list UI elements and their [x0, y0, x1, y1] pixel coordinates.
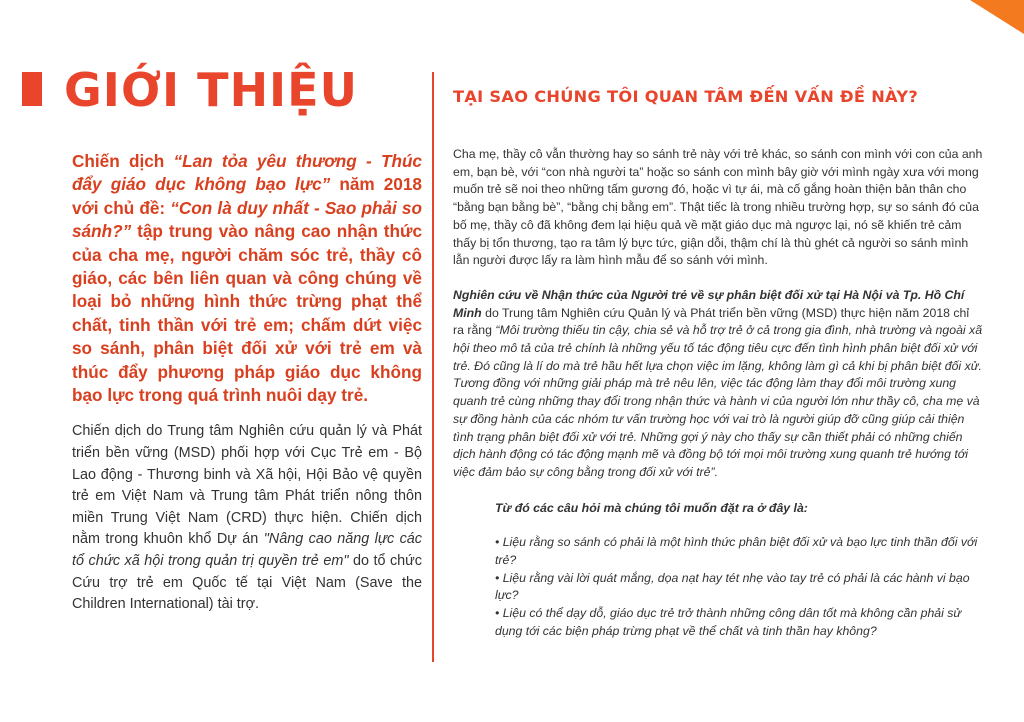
lead-paragraph	[72, 150, 422, 407]
research-title: Nghiên cứu về Nhận thức của Người trẻ về sự phân biệt đối xử tại Hà Nội và Tp. Hồ Chí Minh	[453, 287, 965, 320]
lead-segment: năm 2018 với chủ đề:	[72, 174, 422, 218]
lead-segment: Chiến dịch	[72, 151, 174, 171]
research-segment: do Trung tâm Nghiên cứu Quản lý và Phát triển bền vững (MSD) thực hiện năm 2018 chỉ ra rằng	[453, 305, 970, 338]
research-quote: “Môi trường thiếu tin cậy, chia sẻ và hỗ trợ trẻ ở cả trong gia đình, nhà trường và ngoài xã hội theo mô tả của trẻ chính là những yếu tố tác động tiêu cực đến tình hình phân biệt đối xử với trẻ. Đó cũng là lí do mà trẻ hầu hết lựa chọn việc im lặng, không làm gì cả khi bị phân biệt đối xử. Tương đồng với những giải pháp mà trẻ nêu lên, việc tác động làm thay đổi môi trường xung quanh trẻ cùng những thay đổi trong nhận thức và hành vi của người lớn như thầy cô, cha mẹ và sự đồng hành của các nhóm tư vấn trường học với vai trò là người giúp đỡ cũng giúp cải thiện tình trạng phân biệt đối xử với trẻ. Những gợi ý này cho thấy sự cần thiết phải có những chiến dịch hành động có tác động mạnh mẽ và đồng bộ tới mọi môi trường xung quanh trẻ hướng tới việc đảm bảo sự công bằng trong đối xử với trẻ”.	[453, 323, 983, 479]
questions-heading: Từ đó các câu hỏi mà chúng tôi muốn đặt ra ở đây là:	[495, 500, 808, 515]
right-column	[453, 86, 983, 641]
question-item: • Liệu rằng so sánh có phải là một hình thức phân biệt đối xử và bạo lực tinh thần đối với trẻ?	[495, 535, 978, 568]
questions-block	[495, 500, 983, 641]
question-item: • Liệu rằng vài lời quát mắng, dọa nạt hay tét nhẹ vào tay trẻ có phải là các hành vi bạo lực?	[495, 570, 970, 603]
campaign-description	[72, 421, 422, 615]
page-title: GIỚI THIỆU	[64, 63, 358, 117]
title-accent-bar	[22, 72, 42, 106]
question-item: • Liệu có thể dạy dỗ, giáo dục trẻ trở thành những công dân tốt mà không cần phải sử dụng tới các biện pháp trừng phạt về thể chất và tinh thần hay không?	[495, 606, 962, 638]
lead-segment: “Lan tỏa yêu thương - Thúc đẩy giáo dục không bạo lực”	[72, 151, 422, 195]
lead-segment: tập trung vào nâng cao nhận thức của cha mẹ, người chăm sóc trẻ, thầy cô giáo, các bên liên quan và công chúng về loại bỏ những hình thức trừng phạt thể chất, tinh thần với trẻ em; chấm dứt việc so sánh, phân biệt đối xử với trẻ em và thúc đẩy phương pháp giáo dục không bạo lực trong quá trình nuôi dạy trẻ.	[72, 221, 422, 406]
column-divider	[432, 72, 434, 662]
corner-decoration	[970, 0, 1024, 34]
research-paragraph	[453, 287, 983, 482]
lead-segment: “Con là duy nhất - Sao phải so sánh?”	[72, 197, 422, 242]
body-segment: do tổ chức Cứu trợ trẻ em Quốc tế tại Việt Nam (Save the Children International) tài trợ.	[72, 553, 423, 613]
comparison-paragraph: Cha mẹ, thầy cô vẫn thường hay so sánh trẻ này với trẻ khác, so sánh con mình với con của anh em, bạn bè, với “con nhà người ta” hoặc so sánh con mình bây giờ với mình ngày xưa với mong muốn trẻ sẽ noi theo những tấm gương đó, hoặc vì tự ái, mà cố gắng hoàn thiện bản thân cho “bằng bạn bằng bè”, “bằng chị bằng em”. Thật tiếc là trong nhiều trường hợp, sự so sánh đó của bố mẹ, thầy cô đã không đem lại hiệu quả về mặt giáo dục mà ngược lại, nó sẽ khiến trẻ cảm thấy bị tổn thương, tạo ra tâm lý bực tức, giận dỗi, thậm chí là thù ghét cả người so sánh mình lẫn người được lấy ra làm hình mẫu để so sánh với mình.	[453, 147, 983, 268]
body-segment: "Nâng cao năng lực các tổ chức xã hội trong quản trị quyền trẻ em"	[72, 531, 422, 570]
section-subtitle: TẠI SAO CHÚNG TÔI QUAN TÂM ĐẾN VẤN ĐỀ NÀY?	[453, 87, 919, 106]
questions-list	[495, 534, 983, 640]
left-column	[72, 150, 422, 616]
body-segment: Chiến dịch do Trung tâm Nghiên cứu quản lý và Phát triển bền vững (MSD) phối hợp với Cục Trẻ em - Bộ Lao động - Thương binh và Xã hội, Hội Bảo vệ quyền trẻ em Việt Nam và Trung tâm Phát triển nông thôn miền Trung Việt Nam (CRD) thực hiện. Chiến dịch nằm trong khuôn khổ Dự án	[72, 423, 422, 548]
